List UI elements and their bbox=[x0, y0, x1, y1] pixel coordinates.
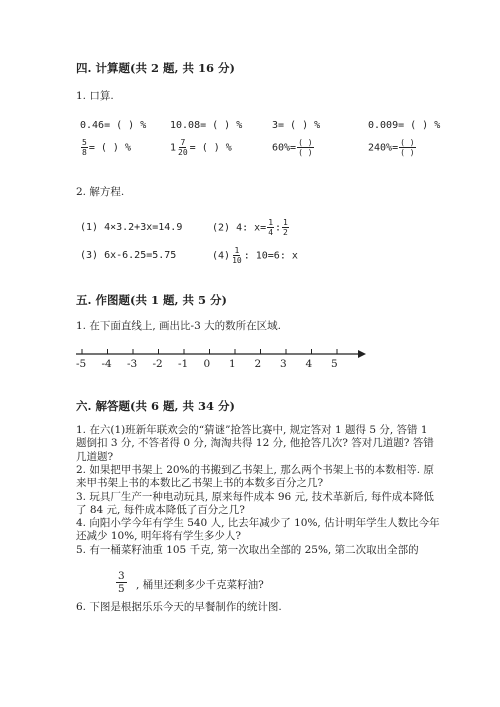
frac-denominator: 20 bbox=[178, 148, 188, 157]
frac-denominator: ( ) bbox=[400, 148, 415, 157]
question-equation-label: 2. 解方程. bbox=[76, 186, 125, 198]
oral-item-f-rest: = ( ) % bbox=[189, 142, 232, 154]
frac-denominator: ( ) bbox=[298, 148, 313, 157]
frac-numerator: ( ) bbox=[400, 138, 415, 147]
frac-numerator: 1 bbox=[283, 218, 288, 227]
number-line-tick-label: 1 bbox=[229, 358, 236, 370]
frac-denominator: 5 bbox=[118, 583, 125, 595]
equation-3: (3) 6x-6.25=5.75 bbox=[80, 250, 177, 261]
equation-4 bbox=[212, 246, 298, 265]
number-line-tick-label: 2 bbox=[254, 358, 262, 370]
number-line-tick-label: -5 bbox=[76, 358, 87, 370]
number-line-tick-label: 3 bbox=[280, 358, 287, 370]
frac-numerator: 5 bbox=[82, 138, 87, 147]
number-line bbox=[70, 346, 370, 376]
frac-denominator: 8 bbox=[82, 148, 87, 157]
ratio-colon: : bbox=[275, 222, 282, 234]
frac-numerator: 1 bbox=[268, 218, 274, 227]
question-draw-label: 1. 在下面直线上, 画出比-3 大的数所在区域. bbox=[76, 320, 281, 332]
q5-fraction bbox=[116, 570, 127, 595]
q5-tail: , 桶里还剩多少千克菜籽油? bbox=[136, 579, 264, 591]
number-line-tick-label: -1 bbox=[178, 358, 189, 370]
question-text-line: 几道题? bbox=[76, 450, 114, 463]
equation-2 bbox=[212, 218, 290, 237]
oral-item-e-rest: = ( ) % bbox=[88, 142, 131, 154]
frac-numerator: ( ) bbox=[298, 138, 313, 147]
number-line-tick-label: -4 bbox=[101, 358, 112, 370]
frac-denominator: 10 bbox=[232, 256, 242, 265]
question-text-line: 来甲书架上书的本数比乙书架上书的本数多百分之几? bbox=[76, 477, 324, 490]
oral-item-e bbox=[80, 138, 131, 157]
frac-denominator: 2 bbox=[283, 228, 288, 237]
number-line-tick-label: 5 bbox=[331, 358, 338, 370]
number-line-tick-label: 0 bbox=[203, 358, 211, 370]
oral-item-g-lead: 60%= bbox=[272, 142, 297, 154]
oral-item-b: 10.08= ( ) % bbox=[170, 120, 243, 131]
arrow-right-icon bbox=[358, 350, 366, 358]
question-text-line: 5. 有一桶菜籽油重 105 千克, 第一次取出全部的 25%, 第二次取出全部的 bbox=[76, 543, 419, 556]
question-text-line: 4. 向阳小学今年有学生 540 人, 比去年减少了 10%, 估计明年学生人数比今年 bbox=[76, 517, 440, 530]
frac-numerator: 1 bbox=[234, 246, 240, 255]
oral-item-c: 3= ( ) % bbox=[272, 120, 321, 131]
question-6: 6. 下图是根据乐乐今天的早餐制作的统计图. bbox=[76, 601, 282, 613]
oral-item-f bbox=[170, 138, 232, 157]
section-6-title: 六. 解答题(共 6 题, 共 34 分) bbox=[76, 399, 235, 413]
equation-4-lead: (4) bbox=[212, 250, 231, 262]
frac-numerator: 7 bbox=[180, 138, 186, 147]
number-line-tick-label: 4 bbox=[305, 358, 313, 370]
section-4-title: 四. 计算题(共 2 题, 共 16 分) bbox=[76, 61, 235, 75]
frac-numerator: 3 bbox=[118, 570, 125, 582]
question-text-line: 题倒扣 3 分, 不答者得 0 分, 淘淘共得 12 分, 他抢答几次? 答对几道题? 答错 bbox=[76, 437, 434, 450]
oral-item-d: 0.009= ( ) % bbox=[368, 120, 441, 131]
number-line-ticks bbox=[82, 349, 337, 354]
question-text-line: 还减少 10%, 明年将有学生多少人? bbox=[76, 530, 241, 543]
question-oral-label: 1. 口算. bbox=[76, 90, 114, 102]
section-5-title: 五. 作图题(共 1 题, 共 5 分) bbox=[76, 293, 227, 307]
question-text-line: 2. 如果把甲书架上 20%的书搬到乙书架上, 那么两个书架上书的本数相等. 原 bbox=[76, 463, 434, 476]
number-line-tick-label: -2 bbox=[152, 358, 163, 370]
equation-2-lead: (2) 4: x= bbox=[212, 222, 267, 234]
question-text-line: 3. 玩具厂生产一种电动玩具, 原来每件成本 96 元, 技术革新后, 每件成本降低 bbox=[76, 490, 434, 503]
frac-denominator: 4 bbox=[268, 228, 274, 237]
question-text-line: 了 84 元, 每件成本降低了百分之几? bbox=[76, 503, 245, 516]
oral-item-g bbox=[272, 138, 315, 157]
question-text-line: 1. 在六(1)班新年联欢会的“猜谜”抢答比赛中, 规定答对 1 题得 5 分, 答错 1 bbox=[76, 424, 428, 436]
oral-item-h bbox=[368, 138, 417, 157]
equation-4-rest: : 10=6: x bbox=[243, 250, 298, 262]
equation-1: (1) 4×3.2+3x=14.9 bbox=[80, 222, 183, 233]
number-line-tick-label: -3 bbox=[127, 358, 138, 370]
oral-item-h-lead: 240%= bbox=[368, 142, 399, 154]
mixed-whole: 1 bbox=[170, 142, 177, 154]
oral-item-a: 0.46= ( ) % bbox=[80, 120, 147, 131]
